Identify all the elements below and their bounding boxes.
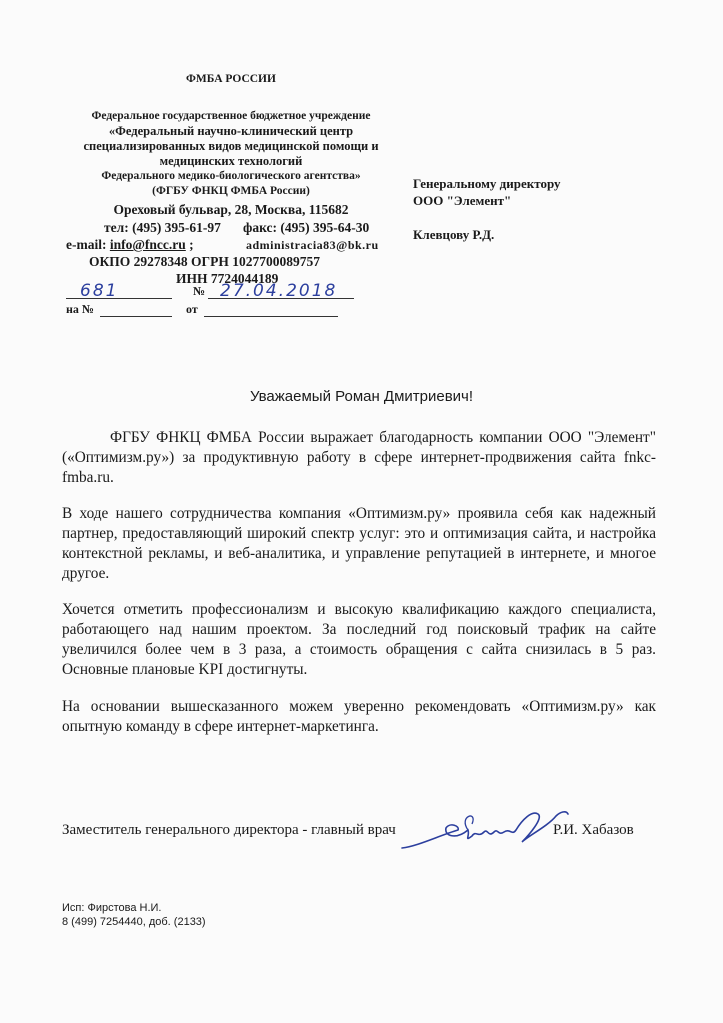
na-label: на № [66, 302, 94, 316]
na-underline [100, 316, 172, 317]
paragraph-2: В ходе нашего сотрудничества компания «Оптимизм.ру» проявила себя как надежный партнер, предоставляющий широкий спектр услуг: это и оптимизация сайта, и настройка контекстной рекламы, и веб-аналитика, и управление репутацией в интернете, и многое другое. [62, 505, 656, 582]
email-label: e-mail: [66, 237, 107, 252]
footer-phone: 8 (499) 7254440, доб. (2133) [62, 916, 206, 928]
handwritten-signature-icon [398, 806, 570, 856]
letterhead-fax: факс: (495) 395-64-30 [243, 220, 370, 235]
letterhead-line-4: медицинских технологий [159, 154, 303, 168]
number-label: № [193, 284, 206, 298]
letterhead-okpo-ogrn: ОКПО 29278348 ОГРН 1027700089757 [89, 254, 321, 269]
addressee-line-1: Генеральному директору [413, 176, 561, 191]
letterhead-line-5: Федерального медико-биологического агентства» [101, 170, 361, 182]
letterhead-phone: тел: (495) 395-61-97 [104, 220, 221, 235]
number-underline [66, 298, 172, 299]
email-link-2[interactable]: administracia83@bk.ru [246, 238, 379, 252]
ot-underline [204, 316, 338, 317]
paragraph-4: На основании вышесказанного можем уверенно рекомендовать «Оптимизм.ру» как опытную команду в сфере интернет-маркетинга. [62, 698, 656, 735]
letterhead-block [56, 109, 406, 218]
addressee-line-3: Клевцову Р.Д. [413, 227, 495, 242]
letterhead-line-3: специализированных видов медицинской помощи и [83, 139, 379, 153]
handwritten-number: 681 [80, 281, 119, 301]
handwritten-date: 27.04.2018 [220, 281, 338, 301]
letterhead-line-1: Федеральное государственное бюджетное учреждение [91, 110, 371, 122]
ot-label: от [186, 302, 198, 316]
email-separator: ; [189, 237, 194, 252]
letterhead-inn: ИНН 7724044189 [176, 271, 279, 286]
signature-name: Р.И. Хабазов [553, 822, 634, 838]
email-link-1[interactable]: info@fnсс.ru [109, 237, 186, 252]
letterhead-line-6: (ФГБУ ФНКЦ ФМБА России) [152, 185, 310, 197]
salutation: Уважаемый Роман Дмитриевич! [249, 388, 474, 405]
addressee-line-2: ООО "Элемент" [413, 193, 512, 208]
letterhead-email-row [66, 236, 194, 253]
letterhead-address: Ореховый бульвар, 28, Москва, 115682 [113, 202, 349, 217]
paragraph-3: Хочется отметить профессионализм и высокую квалификацию каждого специалиста, работающего над нашим проектом. За последний год поисковый трафик на сайте увеличился более чем в 3 раза, а стоимость обращения с сайта снизилась в 5 раз. Основные плановые KPI достигнуты. [62, 601, 656, 678]
paragraph-1: ФГБУ ФНКЦ ФМБА России выражает благодарность компании ООО "Элемент" («Оптимизм.ру») за продуктивную работу в сфере интернет-продвижения сайта fnkc-fmba.ru. [62, 429, 656, 486]
date-underline [208, 298, 354, 299]
signature-position: Заместитель генерального директора - главный врач [62, 822, 396, 838]
letterhead-org: ФМБА РОССИИ [186, 73, 276, 85]
letterhead-line-2: «Федеральный научно-клинический центр [108, 124, 354, 138]
footer-executor: Исп: Фирстова Н.И. [62, 902, 162, 914]
